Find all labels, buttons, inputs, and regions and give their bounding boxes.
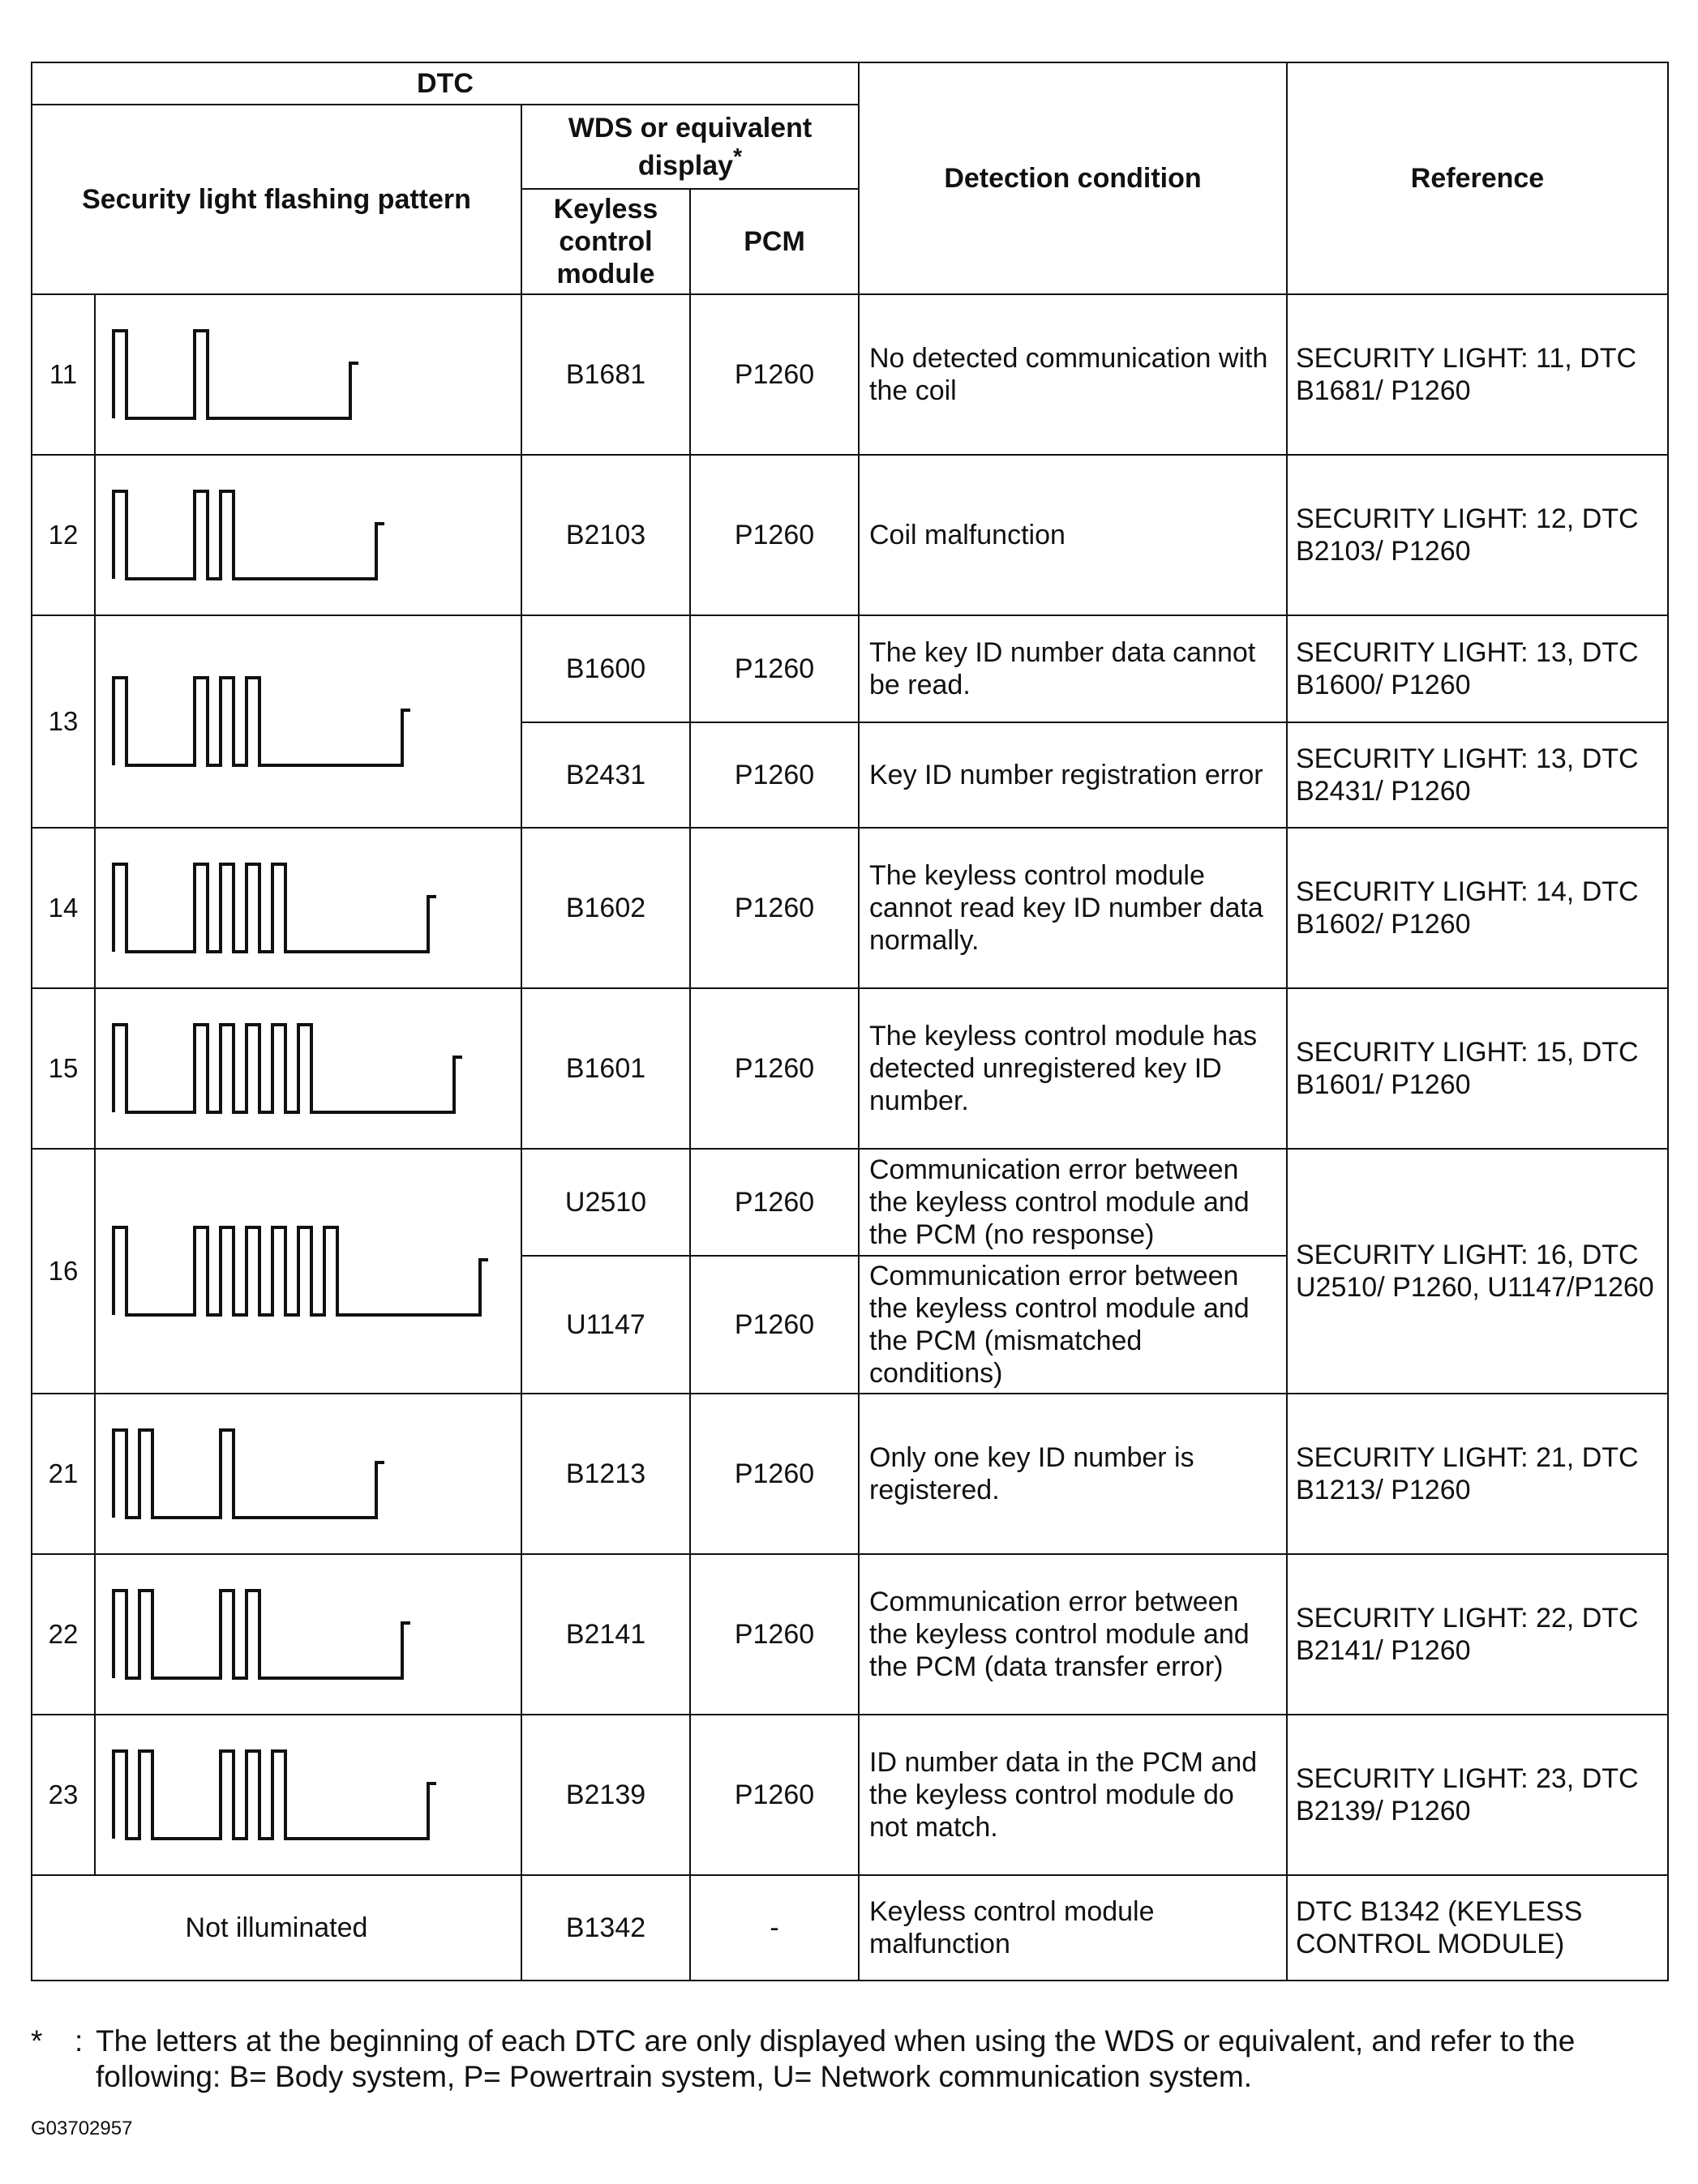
keyless-module-code: B2141 — [521, 1554, 690, 1715]
pcm-code: P1260 — [690, 988, 859, 1149]
flashing-pattern-cell — [95, 988, 521, 1149]
reference: SECURITY LIGHT: 13, DTC B1600/ P1260 — [1287, 615, 1668, 722]
reference: SECURITY LIGHT: 13, DTC B2431/ P1260 — [1287, 722, 1668, 828]
reference: DTC B1342 (KEYLESS CONTROL MODULE) — [1287, 1875, 1668, 1981]
pcm-code: P1260 — [690, 1554, 859, 1715]
flashing-pattern-waveform — [114, 1591, 410, 1678]
pcm-code: P1260 — [690, 1715, 859, 1875]
flashing-pattern-waveform — [114, 1751, 436, 1839]
keyless-module-code: B2431 — [521, 722, 690, 828]
detection-condition-header: Detection condition — [859, 62, 1287, 294]
reference-header: Reference — [1287, 62, 1668, 294]
flashing-pattern-waveform — [114, 1227, 488, 1315]
pcm-header: PCM — [690, 189, 859, 294]
table-row — [32, 455, 1668, 615]
pcm-code: P1260 — [690, 828, 859, 988]
flashing-pattern-cell — [95, 828, 521, 988]
dtc-table-body — [32, 294, 1668, 1981]
pcm-code: P1260 — [690, 1256, 859, 1394]
not-illuminated-label: Not illuminated — [32, 1875, 521, 1981]
flashing-pattern-cell — [95, 1149, 521, 1394]
flashing-pattern-graphic — [107, 665, 418, 778]
wds-footnote-mark: * — [733, 143, 743, 170]
flashing-pattern-cell — [95, 1394, 521, 1554]
flashing-pattern-graphic — [107, 478, 392, 592]
flashing-pattern-graphic — [107, 851, 444, 965]
pcm-code: P1260 — [690, 455, 859, 615]
table-row — [32, 1554, 1668, 1715]
pattern-number: 12 — [32, 455, 95, 615]
flashing-pattern-graphic — [107, 1417, 392, 1531]
footnote-separator: : — [75, 2024, 84, 2058]
detection-condition: Keyless control module malfunction — [859, 1875, 1287, 1981]
footnote-text: The letters at the beginning of each DTC are only displayed when using the WDS or equivalent, and refer to the following: B= Body system, P= Powertrain system, U= Network communication system. — [96, 2024, 1576, 2094]
flashing-pattern-waveform — [114, 864, 436, 952]
detection-condition: ID number data in the PCM and the keyless control module do not match. — [859, 1715, 1287, 1875]
pattern-number: 22 — [32, 1554, 95, 1715]
reference: SECURITY LIGHT: 12, DTC B2103/ P1260 — [1287, 455, 1668, 615]
dtc-header: DTC — [32, 62, 859, 105]
flashing-pattern-cell — [95, 294, 521, 455]
flashing-pattern-waveform — [114, 1025, 462, 1112]
pattern-number: 14 — [32, 828, 95, 988]
reference: SECURITY LIGHT: 22, DTC B2141/ P1260 — [1287, 1554, 1668, 1715]
flashing-pattern-waveform — [114, 1430, 384, 1518]
table-row — [32, 1715, 1668, 1875]
detection-condition: Only one key ID number is registered. — [859, 1394, 1287, 1554]
table-row — [32, 1875, 1668, 1981]
reference: SECURITY LIGHT: 11, DTC B1681/ P1260 — [1287, 294, 1668, 455]
table-row — [32, 615, 1668, 722]
reference: SECURITY LIGHT: 15, DTC B1601/ P1260 — [1287, 988, 1668, 1149]
reference: SECURITY LIGHT: 23, DTC B2139/ P1260 — [1287, 1715, 1668, 1875]
detection-condition: Communication error between the keyless control module and the PCM (data transfer error) — [859, 1554, 1287, 1715]
flashing-pattern-graphic — [107, 1012, 470, 1125]
flashing-pattern-waveform — [114, 678, 410, 765]
table-row — [32, 828, 1668, 988]
footnote-mark: * — [31, 2024, 43, 2058]
pcm-code: P1260 — [690, 1394, 859, 1554]
flashing-pattern-graphic — [107, 1578, 418, 1691]
detection-condition: The keyless control module has detected unregistered key ID number. — [859, 988, 1287, 1149]
keyless-module-code: B2139 — [521, 1715, 690, 1875]
pattern-number: 15 — [32, 988, 95, 1149]
table-row — [32, 1394, 1668, 1554]
flashing-pattern-cell — [95, 615, 521, 828]
keyless-module-code: B1601 — [521, 988, 690, 1149]
flashing-pattern-graphic — [107, 318, 367, 431]
pcm-code: - — [690, 1875, 859, 1981]
footnote — [31, 2023, 1653, 2096]
flashing-pattern-cell — [95, 1554, 521, 1715]
flashing-pattern-waveform — [114, 331, 358, 418]
table-row — [32, 294, 1668, 455]
keyless-module-code: B1602 — [521, 828, 690, 988]
flashing-pattern-cell — [95, 1715, 521, 1875]
keyless-module-code: U2510 — [521, 1149, 690, 1256]
dtc-table — [31, 62, 1669, 1981]
pattern-number: 13 — [32, 615, 95, 828]
reference: SECURITY LIGHT: 21, DTC B1213/ P1260 — [1287, 1394, 1668, 1554]
flashing-pattern-waveform — [114, 491, 384, 579]
reference: SECURITY LIGHT: 16, DTC U2510/ P1260, U1147/P1260 — [1287, 1149, 1668, 1394]
detection-condition: Communication error between the keyless control module and the PCM (mismatched conditions) — [859, 1256, 1287, 1394]
detection-condition: The key ID number data cannot be read. — [859, 615, 1287, 722]
keyless-module-code: B1213 — [521, 1394, 690, 1554]
pattern-number: 16 — [32, 1149, 95, 1394]
reference: SECURITY LIGHT: 14, DTC B1602/ P1260 — [1287, 828, 1668, 988]
wds-display-header — [521, 105, 859, 189]
pcm-code: P1260 — [690, 1149, 859, 1256]
flashing-pattern-header: Security light flashing pattern — [32, 105, 521, 294]
pcm-code: P1260 — [690, 615, 859, 722]
detection-condition: No detected communication with the coil — [859, 294, 1287, 455]
keyless-module-code: U1147 — [521, 1256, 690, 1394]
table-row — [32, 1149, 1668, 1256]
figure-id: G03702957 — [31, 2118, 133, 2139]
wds-display-label: WDS or equivalent display — [568, 112, 813, 182]
keyless-control-module-header: Keyless control module — [521, 189, 690, 294]
keyless-module-code: B1342 — [521, 1875, 690, 1981]
flashing-pattern-graphic — [107, 1738, 444, 1852]
table-row — [32, 988, 1668, 1149]
detection-condition: Coil malfunction — [859, 455, 1287, 615]
keyless-module-code: B2103 — [521, 455, 690, 615]
keyless-module-code: B1600 — [521, 615, 690, 722]
pcm-code: P1260 — [690, 722, 859, 828]
pcm-code: P1260 — [690, 294, 859, 455]
pattern-number: 23 — [32, 1715, 95, 1875]
pattern-number: 11 — [32, 294, 95, 455]
flashing-pattern-cell — [95, 455, 521, 615]
detection-condition: Communication error between the keyless control module and the PCM (no response) — [859, 1149, 1287, 1256]
flashing-pattern-graphic — [107, 1214, 496, 1328]
keyless-module-code: B1681 — [521, 294, 690, 455]
detection-condition: The keyless control module cannot read key ID number data normally. — [859, 828, 1287, 988]
detection-condition: Key ID number registration error — [859, 722, 1287, 828]
pattern-number: 21 — [32, 1394, 95, 1554]
